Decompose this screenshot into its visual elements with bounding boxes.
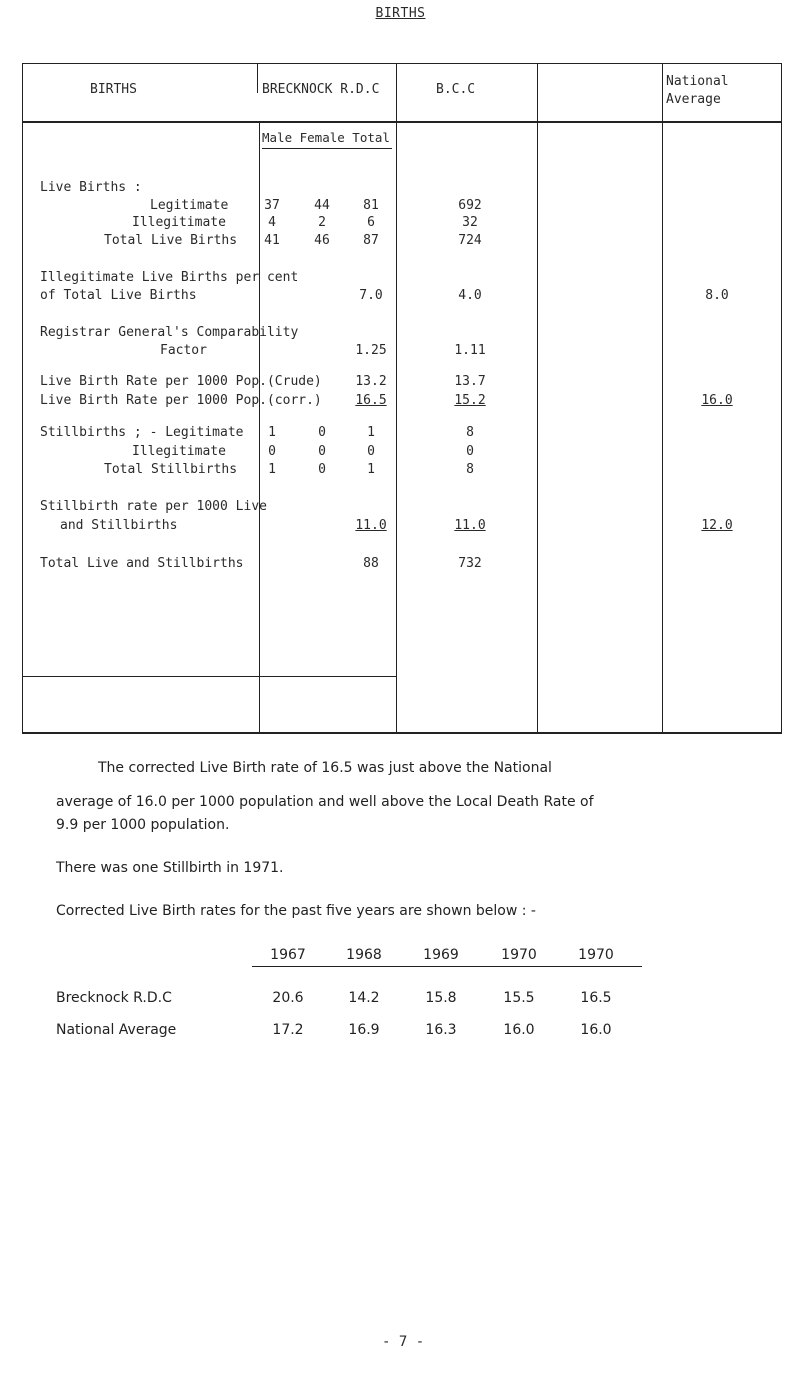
row-label: Factor: [160, 343, 207, 358]
paragraph-line-1: The corrected Live Birth rate of 16.5 was just above the National: [98, 760, 552, 776]
cell-bc: 8: [466, 462, 474, 477]
stillbirth-section-divider: [22, 676, 397, 677]
rates-row-label: Brecknock R.D.C: [56, 990, 172, 1006]
cell-male: 41: [264, 233, 280, 248]
cell-total: 0: [367, 444, 375, 459]
cell-female: 2: [318, 215, 326, 230]
cell-male: 0: [268, 444, 276, 459]
cell-bc: 0: [466, 444, 474, 459]
cell-bc: 1.11: [454, 343, 486, 358]
rates-year-header: 1968: [346, 947, 382, 963]
bc-column-header: B.C.C: [436, 82, 476, 97]
paragraph-line-2: average of 16.0 per 1000 population and well above the Local Death Rate of: [56, 794, 594, 810]
cell-total: 1: [367, 462, 375, 477]
cell-total: 11.0: [355, 518, 387, 533]
subheader-underline: [262, 148, 392, 149]
rates-row-label: National Average: [56, 1022, 177, 1038]
national-column-header-line1: National: [666, 74, 729, 89]
row-label: Illegitimate: [132, 215, 226, 230]
cell-male: 4: [268, 215, 276, 230]
row-label: Stillbirth rate per 1000 Live: [40, 499, 267, 514]
row-label: Live Birth Rate per 1000 Pop.(Crude): [40, 374, 322, 389]
row-label: Total Live Births: [104, 233, 238, 248]
row-label: Live Birth Rate per 1000 Pop.(corr.): [40, 393, 322, 408]
rates-value: 17.2: [272, 1022, 304, 1038]
national-column-header-line2: Average: [666, 92, 721, 107]
table-bottom-border: [22, 732, 782, 734]
cell-male: 1: [268, 425, 276, 440]
rates-year-header: 1967: [270, 947, 306, 963]
stillbirth-note: There was one Stillbirth in 1971.: [56, 860, 284, 876]
cell-nat: 12.0: [701, 518, 733, 533]
rates-value: 14.2: [348, 990, 380, 1006]
cell-female: 0: [318, 462, 326, 477]
table-col-divider-3: [537, 63, 538, 733]
cell-total: 81: [363, 198, 379, 213]
table-left-border: [22, 63, 23, 733]
cell-bc: 13.7: [454, 374, 486, 389]
row-label: and Stillbirths: [60, 518, 178, 533]
cell-total: 7.0: [359, 288, 383, 303]
cell-total: 13.2: [355, 374, 387, 389]
page-number: - 7 -: [382, 1334, 425, 1350]
cell-bc: 32: [462, 215, 478, 230]
cell-total: 6: [367, 215, 375, 230]
cell-bc: 692: [458, 198, 482, 213]
births-column-header: BIRTHS: [90, 82, 137, 97]
cell-total: 88: [363, 556, 379, 571]
table-right-border: [781, 63, 782, 733]
row-label: Registrar General's Comparability: [40, 325, 299, 340]
row-label: Illegitimate Live Births per cent: [40, 270, 299, 285]
table-col-divider-4: [662, 63, 663, 733]
cell-total: 16.5: [355, 393, 387, 408]
cell-female: 0: [318, 444, 326, 459]
paragraph-line-3: 9.9 per 1000 population.: [56, 817, 230, 833]
row-label: of Total Live Births: [40, 288, 197, 303]
row-label: Live Births :: [40, 180, 142, 195]
rates-value: 16.3: [425, 1022, 457, 1038]
cell-bc: 732: [458, 556, 482, 571]
cell-male: 1: [268, 462, 276, 477]
cell-nat: 8.0: [705, 288, 729, 303]
rates-year-header: 1970: [578, 947, 614, 963]
cell-female: 46: [314, 233, 330, 248]
rates-year-header: 1970: [501, 947, 537, 963]
table-col-divider-1: [257, 63, 258, 93]
cell-nat: 16.0: [701, 393, 733, 408]
rates-value: 15.8: [425, 990, 457, 1006]
cell-female: 0: [318, 425, 326, 440]
rates-value: 16.0: [580, 1022, 612, 1038]
table-header-divider: [22, 121, 782, 123]
row-label: Illegitimate: [132, 444, 226, 459]
row-label: Legitimate: [150, 198, 229, 213]
cell-bc: 8: [466, 425, 474, 440]
cell-female: 44: [314, 198, 330, 213]
row-label: Stillbirths ; - Legitimate: [40, 425, 244, 440]
brecknock-column-header: BRECKNOCK R.D.C: [262, 82, 380, 97]
table-top-border: [22, 63, 782, 64]
rates-header-underline: [252, 966, 642, 967]
rates-value: 20.6: [272, 990, 304, 1006]
rates-intro: Corrected Live Birth rates for the past five years are shown below : -: [56, 903, 536, 919]
cell-male: 37: [264, 198, 280, 213]
rates-value: 16.5: [580, 990, 612, 1006]
rates-year-header: 1969: [423, 947, 459, 963]
cell-total: 1: [367, 425, 375, 440]
page-title: BIRTHS: [375, 6, 426, 21]
sex-subheader: Male Female Total: [262, 130, 390, 145]
rates-value: 15.5: [503, 990, 535, 1006]
cell-bc: 724: [458, 233, 482, 248]
cell-bc: 4.0: [458, 288, 482, 303]
row-label: Total Live and Stillbirths: [40, 556, 244, 571]
cell-total: 1.25: [355, 343, 387, 358]
rates-value: 16.9: [348, 1022, 380, 1038]
cell-bc: 11.0: [454, 518, 486, 533]
rates-value: 16.0: [503, 1022, 535, 1038]
row-label: Total Stillbirths: [104, 462, 238, 477]
cell-bc: 15.2: [454, 393, 486, 408]
cell-total: 87: [363, 233, 379, 248]
